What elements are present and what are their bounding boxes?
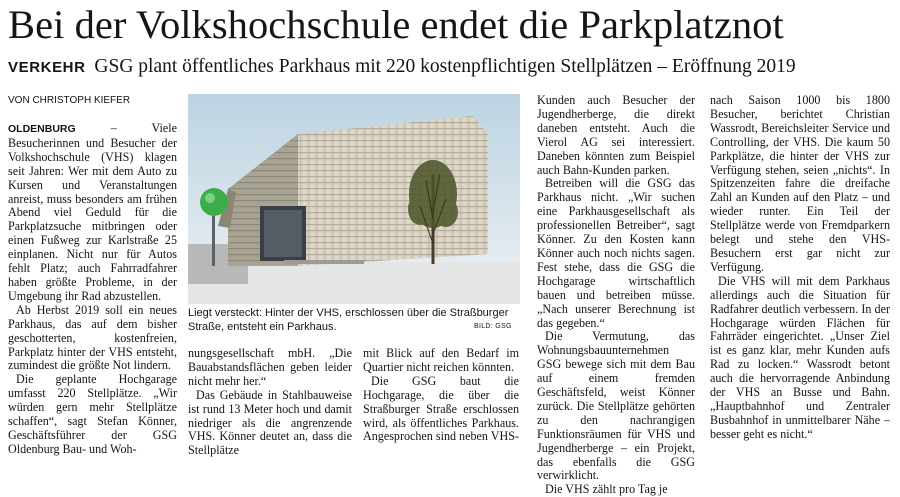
paragraph: mit Blick auf den Bedarf im Quartier nicht reichen könnten. bbox=[363, 346, 519, 374]
paragraph: Die VHS zählt pro Tag je bbox=[545, 482, 668, 497]
paragraph: Betreiben will die GSG das Parkhaus nicht. „Wir suchen eine Parkhausgesellschaft als professionellen Betreiber“, sagt Könner. Zu den Kosten kann Könner auch noch nichts sagen. Fest stehe, dass die GSG die Hochgarage wirtschaftlich bauen und betreiben müsse. „Nach unserer Berechnung ist das gegeben.“ bbox=[537, 176, 695, 330]
paragraph: nach Saison 1000 bis 1800 Besucher, berichtet Christian Wassrodt, Bereichsleiter Service und Controlling, der VHS. Die kaum 50 Parkplätze, die hinter der VHS zur Verfügung stehen, seien „nichts“. In Spitzenzeiten fahre die dreifache Zahl an Kunden auf den Platz – und wieder runter. Ein Teil der Stellplätze werde von Fremdparkern belegt und stehe den VHS-Besuchern erst gar nicht zur Verfügung. bbox=[710, 93, 890, 274]
byline: VON CHRISTOPH KIEFER bbox=[8, 95, 131, 106]
photo-caption: Liegt versteckt: Hinter der VHS, erschlossen über die Straßburger Straße, entsteht ein Parkhaus. bbox=[188, 307, 509, 333]
headline: Bei der Volkshochschule endet die Parkplatznot bbox=[8, 2, 784, 47]
section-kicker: VERKEHR bbox=[8, 59, 86, 76]
paragraph: Ab Herbst 2019 soll ein neues Parkhaus, das auf dem bisher geschotterten, kostenfreien, Parkplatz hinter der VHS entsteht, zumindest die größte Not lindern. bbox=[8, 302, 177, 373]
subheadline-row bbox=[8, 56, 894, 79]
photo-credit: BILD: GSG bbox=[474, 323, 512, 330]
article-column-1 bbox=[8, 122, 177, 474]
paragraph: nungsgesellschaft mbH. „Die Bauabstandsflächen geben leider nicht mehr her.“ bbox=[188, 346, 352, 388]
parking-garage-rendering bbox=[188, 94, 520, 304]
paragraph: OLDENBURG – Viele Besucherinnen und Besucher der Volkshochschule (VHS) klagen seit Jahren: Wer mit dem Auto zu Kursen und Veranstaltungen anreist, muss besonders am frühen Abend viel Geduld für die Parkplatzsuche mitbringen oder einen Fußweg zur Karlstraße 25 einplanen. Nicht nur für Autos fehlt Platz; auch Fahrradfahrer haben größte Probleme, in der Umgebung ihr Rad abzustellen. bbox=[8, 121, 177, 303]
paragraph: Die GSG baut die Hochgarage, die über die Straßburger Straße erschlossen wird, als öffentliches Parkhaus. Angesprochen sind neben VHS- bbox=[363, 373, 519, 444]
article-column-2 bbox=[188, 347, 352, 474]
paragraph: Kunden auch Besucher der Jugendherberge, die direkt daneben entsteht. Auch die Vierol AG sei interessiert. Daneben könnten zum Beispiel auch Bahn-Kunden parken. bbox=[537, 93, 695, 177]
paragraph: Die Vermutung, das Wohnungsbauunternehmen GSG bewege sich mit dem Bau auf einem fremden Geschäftsfeld, weist Könner zurück. Die Stellplätze gehörten zu den nachrangigen Funktionsräumen für VHS und Jugendherberge – ein Projekt, das ebenfalls die GSG verwirklicht. bbox=[537, 329, 695, 483]
paragraph: Das Gebäude in Stahlbauweise ist rund 13 Meter hoch und damit niedriger als die angrenzende VHS. Könner deutet an, dass die Stellplätze bbox=[188, 387, 352, 458]
article-column-5 bbox=[710, 94, 890, 474]
dateline: OLDENBURG bbox=[8, 123, 76, 135]
article-column-3 bbox=[363, 347, 519, 474]
subheadline: GSG plant öffentliches Parkhaus mit 220 kostenpflichtigen Stellplätzen – Eröffnung 2019 bbox=[94, 56, 796, 77]
paragraph: Die VHS will mit dem Parkhaus allerdings auch die Situation für Radfahrer deutlich verbessern. In der Hochgarage würden Flächen für Fahrräder eingerichtet. „Unser Ziel ist es ganz klar, mehr Kunden aufs Rad zu locken.“ Wassrodt betont auch die hervorragende Anbindung der VHS an Busse und Bahn. „Hauptbahnhof und Zentraler Busbahnhof in unmittelbarer Nähe – besser geht es nicht.“ bbox=[710, 273, 890, 441]
paragraph: Die geplante Hochgarage umfasst 220 Stellplätze. „Wir würden gern mehr Stellplätze schaffen“, sagt Stefan Könner, Geschäftsführer der GSG Oldenburg Bau- und Woh- bbox=[8, 372, 177, 456]
article-column-4 bbox=[537, 93, 695, 497]
article-photo bbox=[188, 94, 520, 304]
